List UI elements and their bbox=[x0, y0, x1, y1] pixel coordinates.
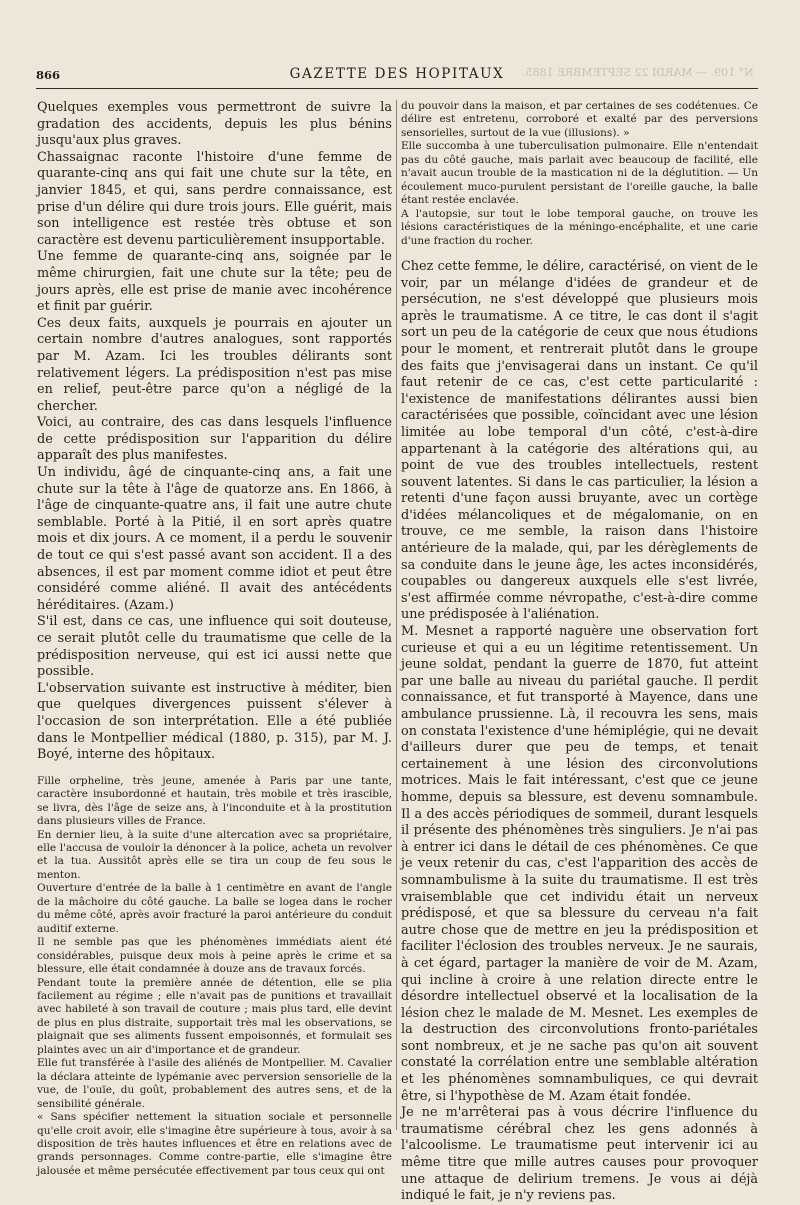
quoted-paragraph: Pendant toute la première année de détention, elle se plia facilement au régime ; elle n'avait pas de punitions et travaillait avec habileté à son travail de couture ; mais plus tard, elle devint de plus en plus distraite, supportait très mal les observations, se plaignait que ses aliments fussent empoisonnés, et formulait ses plaintes avec un air d'importance et de grandeur. bbox=[37, 976, 392, 1056]
quoted-paragraph: « Sans spécifier nettement la situation sociale et personnelle qu'elle croit avoir, elle s'imagine être supérieure à tous, avoir à sa disposition de très hautes influences et être en relations avec de grands personnages. Comme contre-partie, elle s'imagine être jalousée et même persécutée effectivement par tous ceux qui ont bbox=[37, 1111, 392, 1177]
quoted-paragraph: Elle fut transférée à l'asile des aliénés de Montpellier. M. Cavalier la déclara atteinte de lypémanie avec perversion sensorielle de la vue, de l'ouïe, du goût, probablement des autres sens, et de la sensibilité générale. bbox=[37, 1057, 392, 1110]
quoted-paragraph: du pouvoir dans la maison, et par certaines de ses codétenues. Ce délire est entretenu, corroboré et exalté par des perversions sensorielles, surtout de la vue (illusions). » bbox=[401, 100, 758, 139]
paragraph: Chez cette femme, le délire, caractérisé, on vient de le voir, par un mélange d'idées de grandeur et de persécution, ne s'est développé que plusieurs mois après le traumatisme. A ce titre, le cas dont il s'agit sort un peu de la catégorie de ceux que nous étudions pour le moment, et rentrerait plutôt dans le groupe des faits que j'envisagerai dans un instant. Ce qu'il faut retenir de ce cas, c'est cette particularité : l'existence de manifestations délirantes aussi bien caractérisées que possible, coïncidant avec une lésion limitée au lobe temporal d'un côté, c'est-à-dire appartenant à la catégorie des altérations qui, au point de vue des troubles intellectuels, restent souvent latentes. Si dans le cas particulier, la lésion a retenti d'une façon aussi bruyante, avec un cortège d'idées mélancoliques et de mégalomanie, on en trouve, ce me semble, la raison dans l'histoire antérieure de la malade, qui, par les dérèglements de sa conduite dans le jeune âge, les actes inconsidérés, coupables ou dangereux auxquels elle s'est livrée, s'est affirmée comme névropathe, c'est-à-dire comme une prédisposée à l'aliénation. bbox=[401, 258, 758, 623]
paragraph: Je ne m'arrêterai pas à vous décrire l'influence du traumatisme cérébral chez les gens adonnés à l'alcoolisme. Le traumatisme peut intervenir ici au même titre que mille autres causes pour provoquer une attaque de delirium tremens. Je vous ai déjà indiqué le fait, je n'y reviens pas. bbox=[401, 1105, 758, 1204]
quoted-paragraph: Elle succomba à une tuberculisation pulmonaire. Elle n'entendait pas du côté gauche, mais parlait avec beaucoup de facilité, elle n'avait aucun trouble de la mastication ni de la déglutition. — Un écoulement muco-purulent persistant de l'oreille gauche, la balle étant restée enclavée. bbox=[401, 140, 758, 207]
quoted-paragraph: Ouverture d'entrée de la balle à 1 centimètre en avant de l'angle de la mâchoire du côté gauche. La balle se logea dans le rocher du même côté, après avoir fracturé la paroi antérieure du conduit auditif externe. bbox=[37, 882, 392, 935]
quoted-paragraph: Il ne semble pas que les phénomènes immédiats aient été considérables, puisque deux mois à peine après le crime et sa blessure, elle était condamnée à douze ans de travaux forcés. bbox=[37, 936, 392, 976]
paragraph: Un individu, âgé de cinquante-cinq ans, a fait une chute sur la tête à l'âge de quatorze ans. En 1866, à l'âge de cinquante-quatre ans, il fait une autre chute semblable. Porté à la Pitié, il en sort après quatre mois et dix jours. A ce moment, il a perdu le souvenir de tout ce qui s'est passé avant son accident. Il a des absences, il est par moment comme idiot et peut être considéré comme aliéné. Il avait des antécédents héréditaires. (Azam.) bbox=[37, 465, 392, 613]
paragraph: M. Mesnet a rapporté naguère une observation fort curieuse et qui a eu un légitime retentissement. Un jeune soldat, pendant la guerre de 1870, fut atteint par une balle au niveau du pariétal gauche. Il perdit connaissance, et fut transporté à Mayence, dans une ambulance prussienne. Là, il recouvra les sens, mais on constata l'existence d'une hémiplégie, qui ne devait d'ailleurs durer que peu de temps, et tenait certainement à une lésion des circonvolutions motrices. Mais le fait intéressant, c'est que ce jeune homme, depuis sa blessure, est devenu somnambule. Il a des accès périodiques de sommeil, durant lesquels il présente des phénomènes très singuliers. Je n'ai pas à entrer ici dans le détail de ces phénomènes. Ce que je veux retenir du cas, c'est l'apparition des accès de somnambulisme à la suite du traumatisme. Il est très vraisemblable que cet individu était un nerveux prédisposé, et que sa blessure du cerveau n'a fait autre chose que de mettre en jeu la prédisposition et faciliter l'éclosion des troubles nerveux. Je ne saurais, à cet égard, partager la manière de voir de M. Azam, qui incline à croire à une relation directe entre le désordre intellectuel observé et la localisation de la lésion chez le malade de M. Mesnet. Les exemples de la destruction des circonvolutions fronto-pariétales sont nombreux, et je ne sache pas qu'on ait souvent constaté la corrélation entre une semblable altération et les phénomènes somnambuliques, ce qui devrait être, si l'hypothèse de M. Azam était fondée. bbox=[401, 624, 758, 1104]
quoted-paragraph: A l'autopsie, sur tout le lobe temporal gauche, on trouve les lésions caractéristiques de la méningo-encéphalite, et une carie d'une fraction du rocher. bbox=[401, 207, 758, 247]
column-divider bbox=[396, 100, 397, 1130]
journal-title: GAZETTE DES HOPITAUX bbox=[289, 66, 505, 82]
quoted-paragraph: Fille orpheline, très jeune, amenée à Paris par une tante, caractère insubordonné et hautain, très mobile et très irascible, se livra, dès l'âge de seize ans, à l'inconduite et à la prostitution dans plusieurs villes de France. bbox=[37, 774, 392, 828]
paragraph: Chassaignac raconte l'histoire d'une femme de quarante-cinq ans qui fait une chute sur la tête, en janvier 1845, et qui, sans perdre connaissance, est prise d'un délire qui dure trois jours. Elle guérit, mais son intelligence est restée très obtuse et son caractère est devenu particulièrement insupportable. bbox=[37, 149, 392, 248]
page-number: 866 bbox=[36, 68, 61, 82]
left-column bbox=[37, 100, 392, 1178]
right-column bbox=[401, 100, 758, 1205]
paragraph: Voici, au contraire, des cas dans lesquels l'influence de cette prédisposition sur l'apparition du délire apparaît des plus manifestes. bbox=[37, 415, 392, 464]
paragraph: Quelques exemples vous permettront de suivre la gradation des accidents, depuis les plus bénins jusqu'aux plus graves. bbox=[37, 100, 392, 149]
paragraph: Une femme de quarante-cinq ans, soignée par le même chirurgien, fait une chute sur la tête; peu de jours après, elle est prise de manie avec incohérence et finit par guérir. bbox=[37, 249, 392, 315]
quoted-paragraph: En dernier lieu, à la suite d'une altercation avec sa propriétaire, elle l'accusa de vouloir la dénoncer à la police, acheta un revolver et la tua. Aussitôt après elle se tira un coup de feu sous le menton. bbox=[37, 828, 392, 881]
paragraph: S'il est, dans ce cas, une influence qui soit douteuse, ce serait plutôt celle du traumatisme que celle de la prédisposition nerveuse, qui est ici aussi nette que possible. bbox=[37, 614, 392, 680]
paragraph: Ces deux faits, auxquels je pourrais en ajouter un certain nombre d'autres analogues, sont rapportés par M. Azam. Ici les troubles délirants sont relativement légers. La prédisposition n'est pas mise en relief, peut-être parce qu'on a négligé de la chercher. bbox=[37, 315, 392, 414]
show-through-text: N° 109. — MARDI 22 SEPTEMBRE 1885. bbox=[522, 66, 754, 79]
paragraph: L'observation suivante est instructive à méditer, bien que quelques divergences puissent s'élever à l'occasion de son interprétation. Elle a été publiée dans le Montpellier médical (1880, p. 315), par M. J. Boyé, interne des hôpitaux. bbox=[37, 680, 392, 763]
